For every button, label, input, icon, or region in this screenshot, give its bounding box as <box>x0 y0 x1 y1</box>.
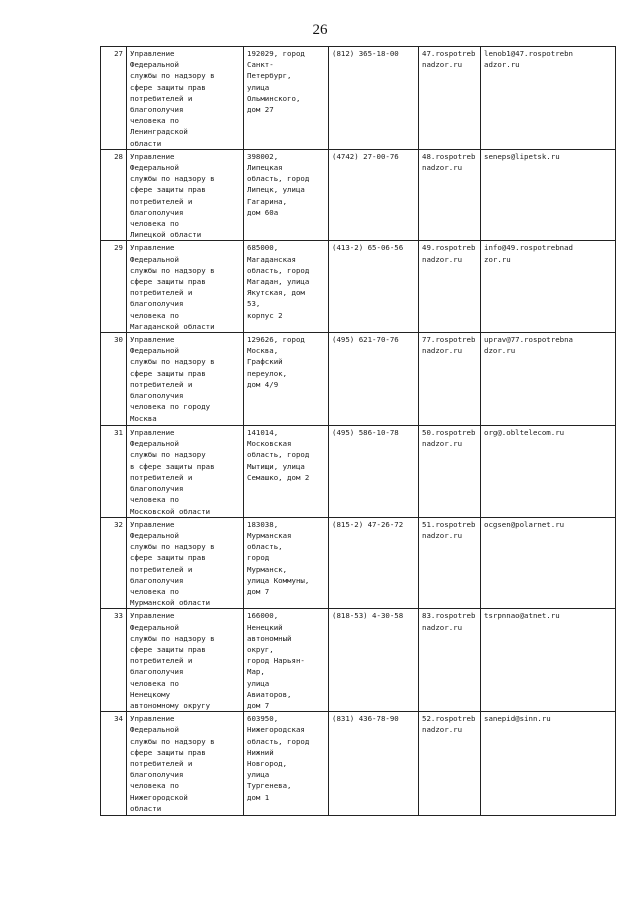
postal-address <box>244 517 329 609</box>
postal-address-text: 129626, город Москва, Графский переулок, дом 4/9 <box>247 335 305 389</box>
email-address-text: ocgsen@polarnet.ru <box>484 519 565 529</box>
table-row <box>101 609 616 712</box>
phone-number-text: (818-53) 4-30-58 <box>332 611 404 621</box>
email-address <box>481 517 616 609</box>
website <box>419 149 481 241</box>
postal-address-text: 183038, Мурманская область, город Мурманск, улица Коммуны, дом 7 <box>247 519 310 596</box>
table-row <box>101 333 616 426</box>
postal-address-text: 192029, город Санкт- Петербург, улица Ольминского, дом 27 <box>247 49 305 115</box>
email-address-text: sanepid@sinn.ru <box>484 714 551 724</box>
agency-name <box>127 517 244 609</box>
phone-number-text: (495) 621-70-76 <box>332 335 399 345</box>
table-row <box>101 426 616 518</box>
agency-name-text: Управление Федеральной службы по надзору в сфере защиты прав потребителей и благополучия человека по Московской области <box>130 428 215 516</box>
page-number: 26 <box>312 22 328 38</box>
table-row <box>101 517 616 609</box>
email-address <box>481 609 616 712</box>
agency-name-text: Управление Федеральной службы по надзору в сфере защиты прав потребителей и благополучия человека по городу Москва <box>130 335 215 423</box>
phone-number-text: (831) 436-78-90 <box>332 714 399 724</box>
phone-number-text: (413-2) 65-06-56 <box>332 243 404 253</box>
email-address <box>481 426 616 518</box>
email-address-text: info@49.rospotrebnad zor.ru <box>484 243 573 264</box>
website-text: 50.rospotreb nadzor.ru <box>422 428 476 449</box>
row-number: 31 <box>101 426 127 518</box>
agency-name-text: Управление Федеральной службы по надзору в сфере защиты прав потребителей и благополучия человека по Мурманской области <box>130 519 215 608</box>
email-address-text: lenob1@47.rospotrebn adzor.ru <box>484 49 573 70</box>
agency-name <box>127 47 244 150</box>
email-address-text: uprav@77.rospotrebna dzor.ru <box>484 335 573 356</box>
phone-number <box>329 333 419 426</box>
row-number: 30 <box>101 333 127 426</box>
email-address-text: seneps@lipetsk.ru <box>484 151 560 161</box>
agency-name-text: Управление Федеральной службы по надзору в сфере защиты прав потребителей и благополучия человека по Нижегородской области <box>130 714 215 813</box>
postal-address <box>244 241 329 333</box>
postal-address-text: 141014, Московская область, город Мытищи, улица Семашко, дом 2 <box>247 428 310 482</box>
phone-number-text: (4742) 27-00-76 <box>332 151 399 161</box>
phone-number-text: (495) 586-10-78 <box>332 428 399 438</box>
row-number: 33 <box>101 609 127 712</box>
website-text: 52.rospotreb nadzor.ru <box>422 714 476 735</box>
email-address <box>481 712 616 816</box>
agency-name-text: Управление Федеральной службы по надзору в сфере защиты прав потребителей и благополучия человека по Ленинградской области <box>130 49 215 148</box>
agency-contacts-table <box>100 46 616 816</box>
website-text: 83.rospotreb nadzor.ru <box>422 611 476 632</box>
website <box>419 333 481 426</box>
postal-address-text: 166000, Ненецкий автономный округ, город Нарьян- Мар, улица Авиаторов, дом 7 <box>247 611 305 710</box>
email-address <box>481 241 616 333</box>
website-text: 77.rospotreb nadzor.ru <box>422 335 476 356</box>
phone-number-text: (815-2) 47-26-72 <box>332 519 404 529</box>
table-row <box>101 241 616 333</box>
website <box>419 241 481 333</box>
website <box>419 609 481 712</box>
postal-address <box>244 47 329 150</box>
website-text: 49.rospotreb nadzor.ru <box>422 243 476 264</box>
row-number: 29 <box>101 241 127 333</box>
email-address <box>481 333 616 426</box>
agency-name <box>127 426 244 518</box>
postal-address <box>244 333 329 426</box>
postal-address <box>244 712 329 816</box>
website <box>419 517 481 609</box>
phone-number <box>329 426 419 518</box>
website <box>419 426 481 518</box>
phone-number <box>329 47 419 150</box>
website-text: 48.rospotreb nadzor.ru <box>422 151 476 173</box>
phone-number <box>329 241 419 333</box>
postal-address <box>244 426 329 518</box>
table-row <box>101 149 616 241</box>
phone-number <box>329 517 419 609</box>
postal-address-text: 603950, Нижегородская область, город Нижний Новгород, улица Тургенева, дом 1 <box>247 714 310 802</box>
agency-name <box>127 333 244 426</box>
agency-name-text: Управление Федеральной службы по надзору в сфере защиты прав потребителей и благополучия человека по Липецкой области <box>130 151 215 240</box>
website <box>419 712 481 816</box>
agency-name <box>127 241 244 333</box>
row-number: 34 <box>101 712 127 816</box>
email-address-text: org@.obltelecom.ru <box>484 428 565 438</box>
website <box>419 47 481 150</box>
row-number: 28 <box>101 149 127 241</box>
phone-number-text: (812) 365-18-00 <box>332 49 399 58</box>
postal-address <box>244 149 329 241</box>
website-text: 47.rospotreb nadzor.ru <box>422 49 476 70</box>
agency-name-text: Управление Федеральной службы по надзору в сфере защиты прав потребителей и благополучия человека по Ненецкому автономному округу <box>130 611 215 710</box>
agency-name <box>127 609 244 712</box>
agency-name <box>127 712 244 816</box>
email-address <box>481 47 616 150</box>
agency-name <box>127 149 244 241</box>
postal-address-text: 398002, Липецкая область, город Липецк, улица Гагарина, дом 60а <box>247 151 310 217</box>
email-address <box>481 149 616 241</box>
phone-number <box>329 609 419 712</box>
row-number: 32 <box>101 517 127 609</box>
postal-address-text: 685000, Магаданская область, город Магадан, улица Якутская, дом 53, корпус 2 <box>247 243 310 320</box>
row-number: 27 <box>101 47 127 150</box>
table-row <box>101 712 616 816</box>
table-row <box>101 47 616 150</box>
phone-number <box>329 712 419 816</box>
email-address-text: tsrpnnao@atnet.ru <box>484 611 560 621</box>
postal-address <box>244 609 329 712</box>
website-text: 51.rospotreb nadzor.ru <box>422 519 476 540</box>
agency-name-text: Управление Федеральной службы по надзору в сфере защиты прав потребителей и благополучия человека по Магаданской области <box>130 243 215 331</box>
phone-number <box>329 149 419 241</box>
